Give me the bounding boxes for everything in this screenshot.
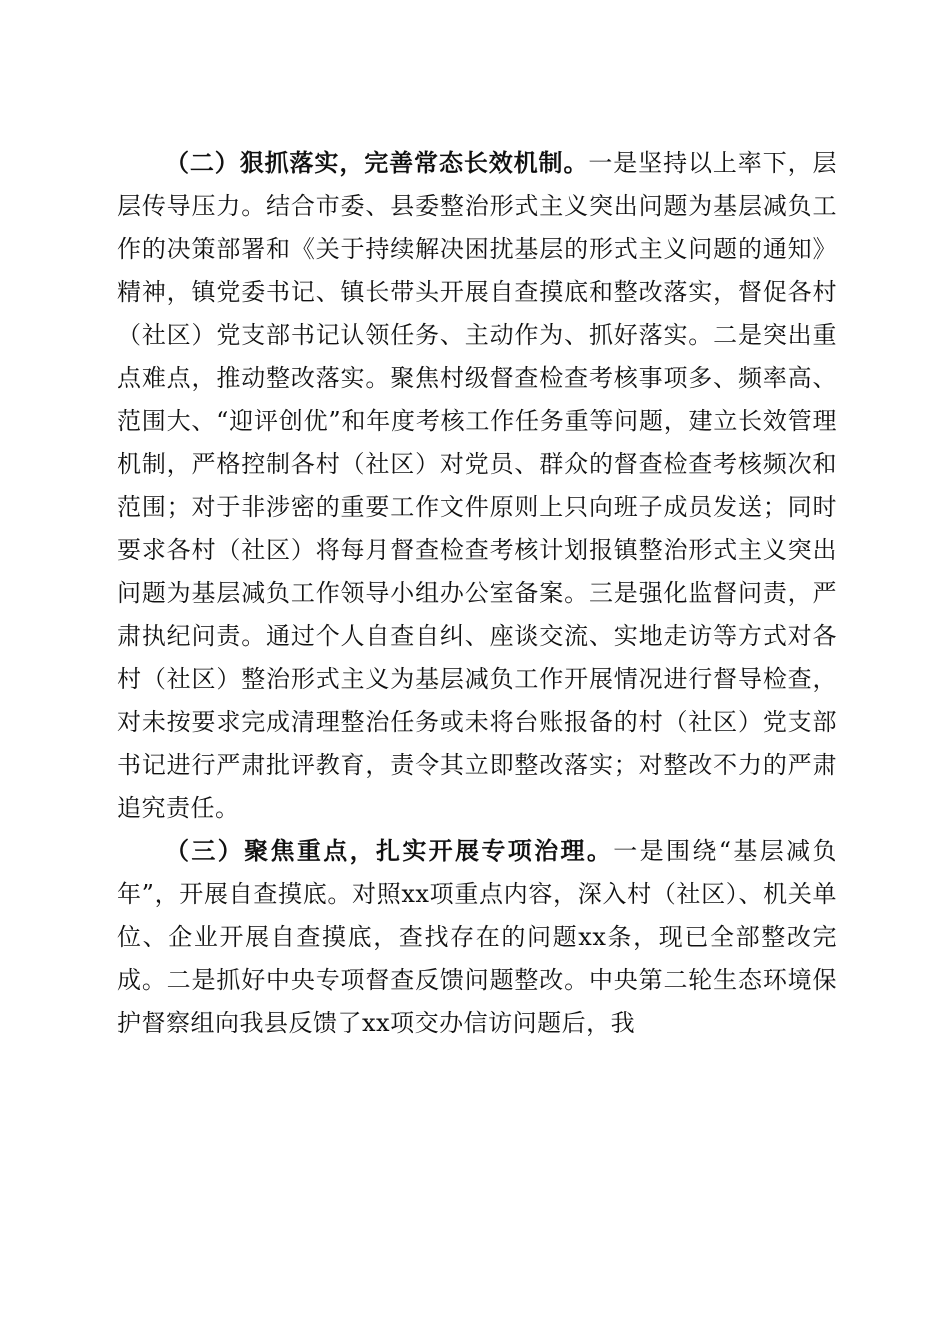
paragraph-2-heading: （二）狠抓落实，完善常态长效机制。 <box>165 149 589 177</box>
paragraph-3-heading: （三）聚焦重点，扎实开展专项治理。 <box>165 837 614 865</box>
paragraph-2-text: 一是坚持以上率下，层层传导压力。结合市委、县委整治形式主义突出问题为基层减负工作的决策部署和《关于持续解决困扰基层的形式主义问题的通知》精神，镇党委书记、镇长带头开展自查摸底和整改落实，督促各村（社区）党支部书记认领任务、主动作为、抓好落实。二是突出重点难点，推动整改落实。聚焦村级督查检查考核事项多、频率高、范围大、“迎评创优”和年度考核工作任务重等问题，建立长效管理机制，严格控制各村（社区）对党员、群众的督查检查考核频次和范围；对于非涉密的重要工作文件原则上只向班子成员发送；同时要求各村（社区）将每月督查检查考核计划报镇整治形式主义突出问题为基层减负工作领导小组办公室备案。三是强化监督问责，严肃执纪问责。通过个人自查自纠、座谈交流、实地走访等方式对各村（社区）整治形式主义为基层减负工作开展情况进行督导检查，对未按要求完成清理整治任务或未将台账报备的村（社区）党支部书记进行严肃批评教育，责令其立即整改落实；对整改不力的严肃追究责任。 <box>117 149 838 822</box>
document-body <box>117 142 837 1045</box>
paragraph-3 <box>117 830 837 1045</box>
paragraph-3-text: 一是围绕“基层减负年”，开展自查摸底。对照xx项重点内容，深入村（社区）、机关单位、企业开展自查摸底，查找存在的问题xx条，现已全部整改完成。二是抓好中央专项督查反馈问题整改。中央第二轮生态环境保护督察组向我县反馈了xx项交办信访问题后，我 <box>117 837 838 1037</box>
paragraph-2 <box>117 142 837 830</box>
